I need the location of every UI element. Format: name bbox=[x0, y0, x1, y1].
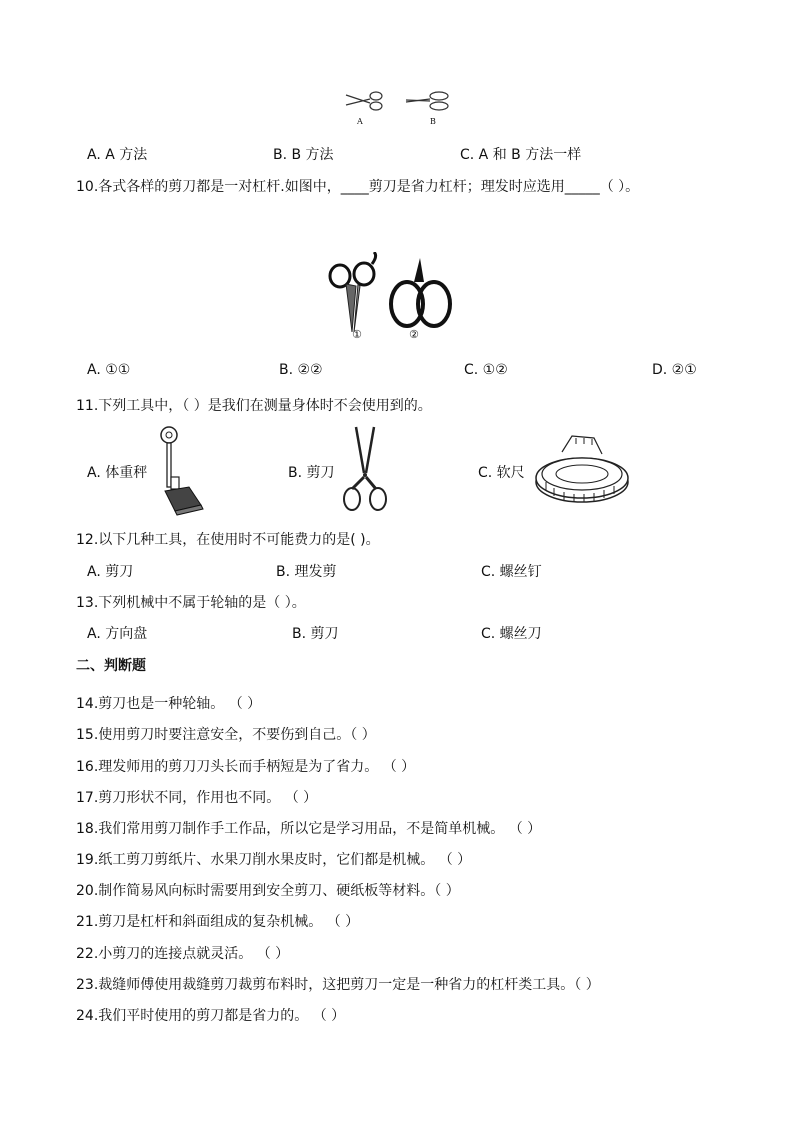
q13-stem: 13.下列机械中不属于轮轴的是（ ）。 bbox=[76, 595, 306, 611]
q10-option-b[interactable]: B. ②② bbox=[279, 362, 323, 378]
scissors-long-blade-icon bbox=[330, 252, 376, 332]
q13-option-a[interactable]: A. 方向盘 bbox=[87, 626, 148, 642]
q9-figure-label-b: B bbox=[430, 117, 436, 126]
judgment-item: 20.制作简易风向标时需要用到安全剪刀、硬纸板等材料。（ ） bbox=[76, 883, 460, 899]
q10-option-c[interactable]: C. ①② bbox=[464, 362, 508, 378]
q11-stem: 11.下列工具中，（ ）是我们在测量身体时不会使用到的。 bbox=[76, 398, 432, 414]
judgment-item: 15.使用剪刀时要注意安全，不要伤到自己。（ ） bbox=[76, 727, 376, 743]
judgment-item: 17.剪刀形状不同，作用也不同。 （ ） bbox=[76, 790, 318, 806]
q9-option-c[interactable]: C. A 和 B 方法一样 bbox=[460, 147, 582, 163]
judgment-item: 16.理发师用的剪刀刀头长而手柄短是为了省力。 （ ） bbox=[76, 759, 416, 775]
scissors-b-icon bbox=[406, 92, 448, 110]
q9-option-b[interactable]: B. B 方法 bbox=[273, 147, 334, 163]
weight-scale-icon bbox=[155, 425, 205, 517]
q10-option-d[interactable]: D. ②① bbox=[652, 362, 697, 378]
q12-option-a[interactable]: A. 剪刀 bbox=[87, 564, 134, 580]
scissors-icon bbox=[340, 425, 390, 517]
judgment-item: 21.剪刀是杠杆和斜面组成的复杂机械。 （ ） bbox=[76, 914, 360, 930]
scissors-a-icon bbox=[346, 92, 382, 110]
q10-figure-label-2: ② bbox=[409, 328, 419, 341]
q12-option-c[interactable]: C. 螺丝钉 bbox=[481, 564, 542, 580]
q11-option-a[interactable]: A. 体重秤 bbox=[87, 465, 148, 481]
judgment-item: 14.剪刀也是一种轮轴。 （ ） bbox=[76, 696, 262, 712]
q10-figure-label-1: ① bbox=[352, 328, 362, 341]
q10-figure bbox=[322, 252, 472, 344]
q9-option-a[interactable]: A. A 方法 bbox=[87, 147, 148, 163]
judgment-item: 23.裁缝师傅使用裁缝剪刀裁剪布料时，这把剪刀一定是一种省力的杠杆类工具。（ ） bbox=[76, 977, 600, 993]
scissors-short-blade-icon bbox=[391, 258, 450, 326]
q10-stem: 10.各式各样的剪刀都是一对杠杆.如图中，____剪刀是省力杠杆；理发时应选用_____（ ）。 bbox=[76, 179, 640, 195]
q11-option-b[interactable]: B. 剪刀 bbox=[288, 465, 335, 481]
judgment-item: 18.我们常用剪刀制作手工作品，所以它是学习用品，不是简单机械。 （ ） bbox=[76, 821, 542, 837]
q10-option-a[interactable]: A. ①① bbox=[87, 362, 131, 378]
q13-option-b[interactable]: B. 剪刀 bbox=[292, 626, 339, 642]
q9-figure bbox=[342, 85, 457, 130]
judgment-item: 19.纸工剪刀剪纸片、水果刀削水果皮时，它们都是机械。 （ ） bbox=[76, 852, 472, 868]
judgment-item: 24.我们平时使用的剪刀都是省力的。 （ ） bbox=[76, 1008, 346, 1024]
q12-stem: 12.以下几种工具，在使用时不可能费力的是( )。 bbox=[76, 532, 380, 548]
q11-option-c[interactable]: C. 软尺 bbox=[478, 465, 525, 481]
tape-measure-icon bbox=[532, 432, 632, 508]
q12-option-b[interactable]: B. 理发剪 bbox=[276, 564, 337, 580]
section-title-judgment: 二、判断题 bbox=[76, 658, 146, 674]
judgment-item: 22.小剪刀的连接点就灵活。 （ ） bbox=[76, 946, 290, 962]
q13-option-c[interactable]: C. 螺丝刀 bbox=[481, 626, 542, 642]
q9-figure-label-a: A bbox=[357, 117, 363, 126]
